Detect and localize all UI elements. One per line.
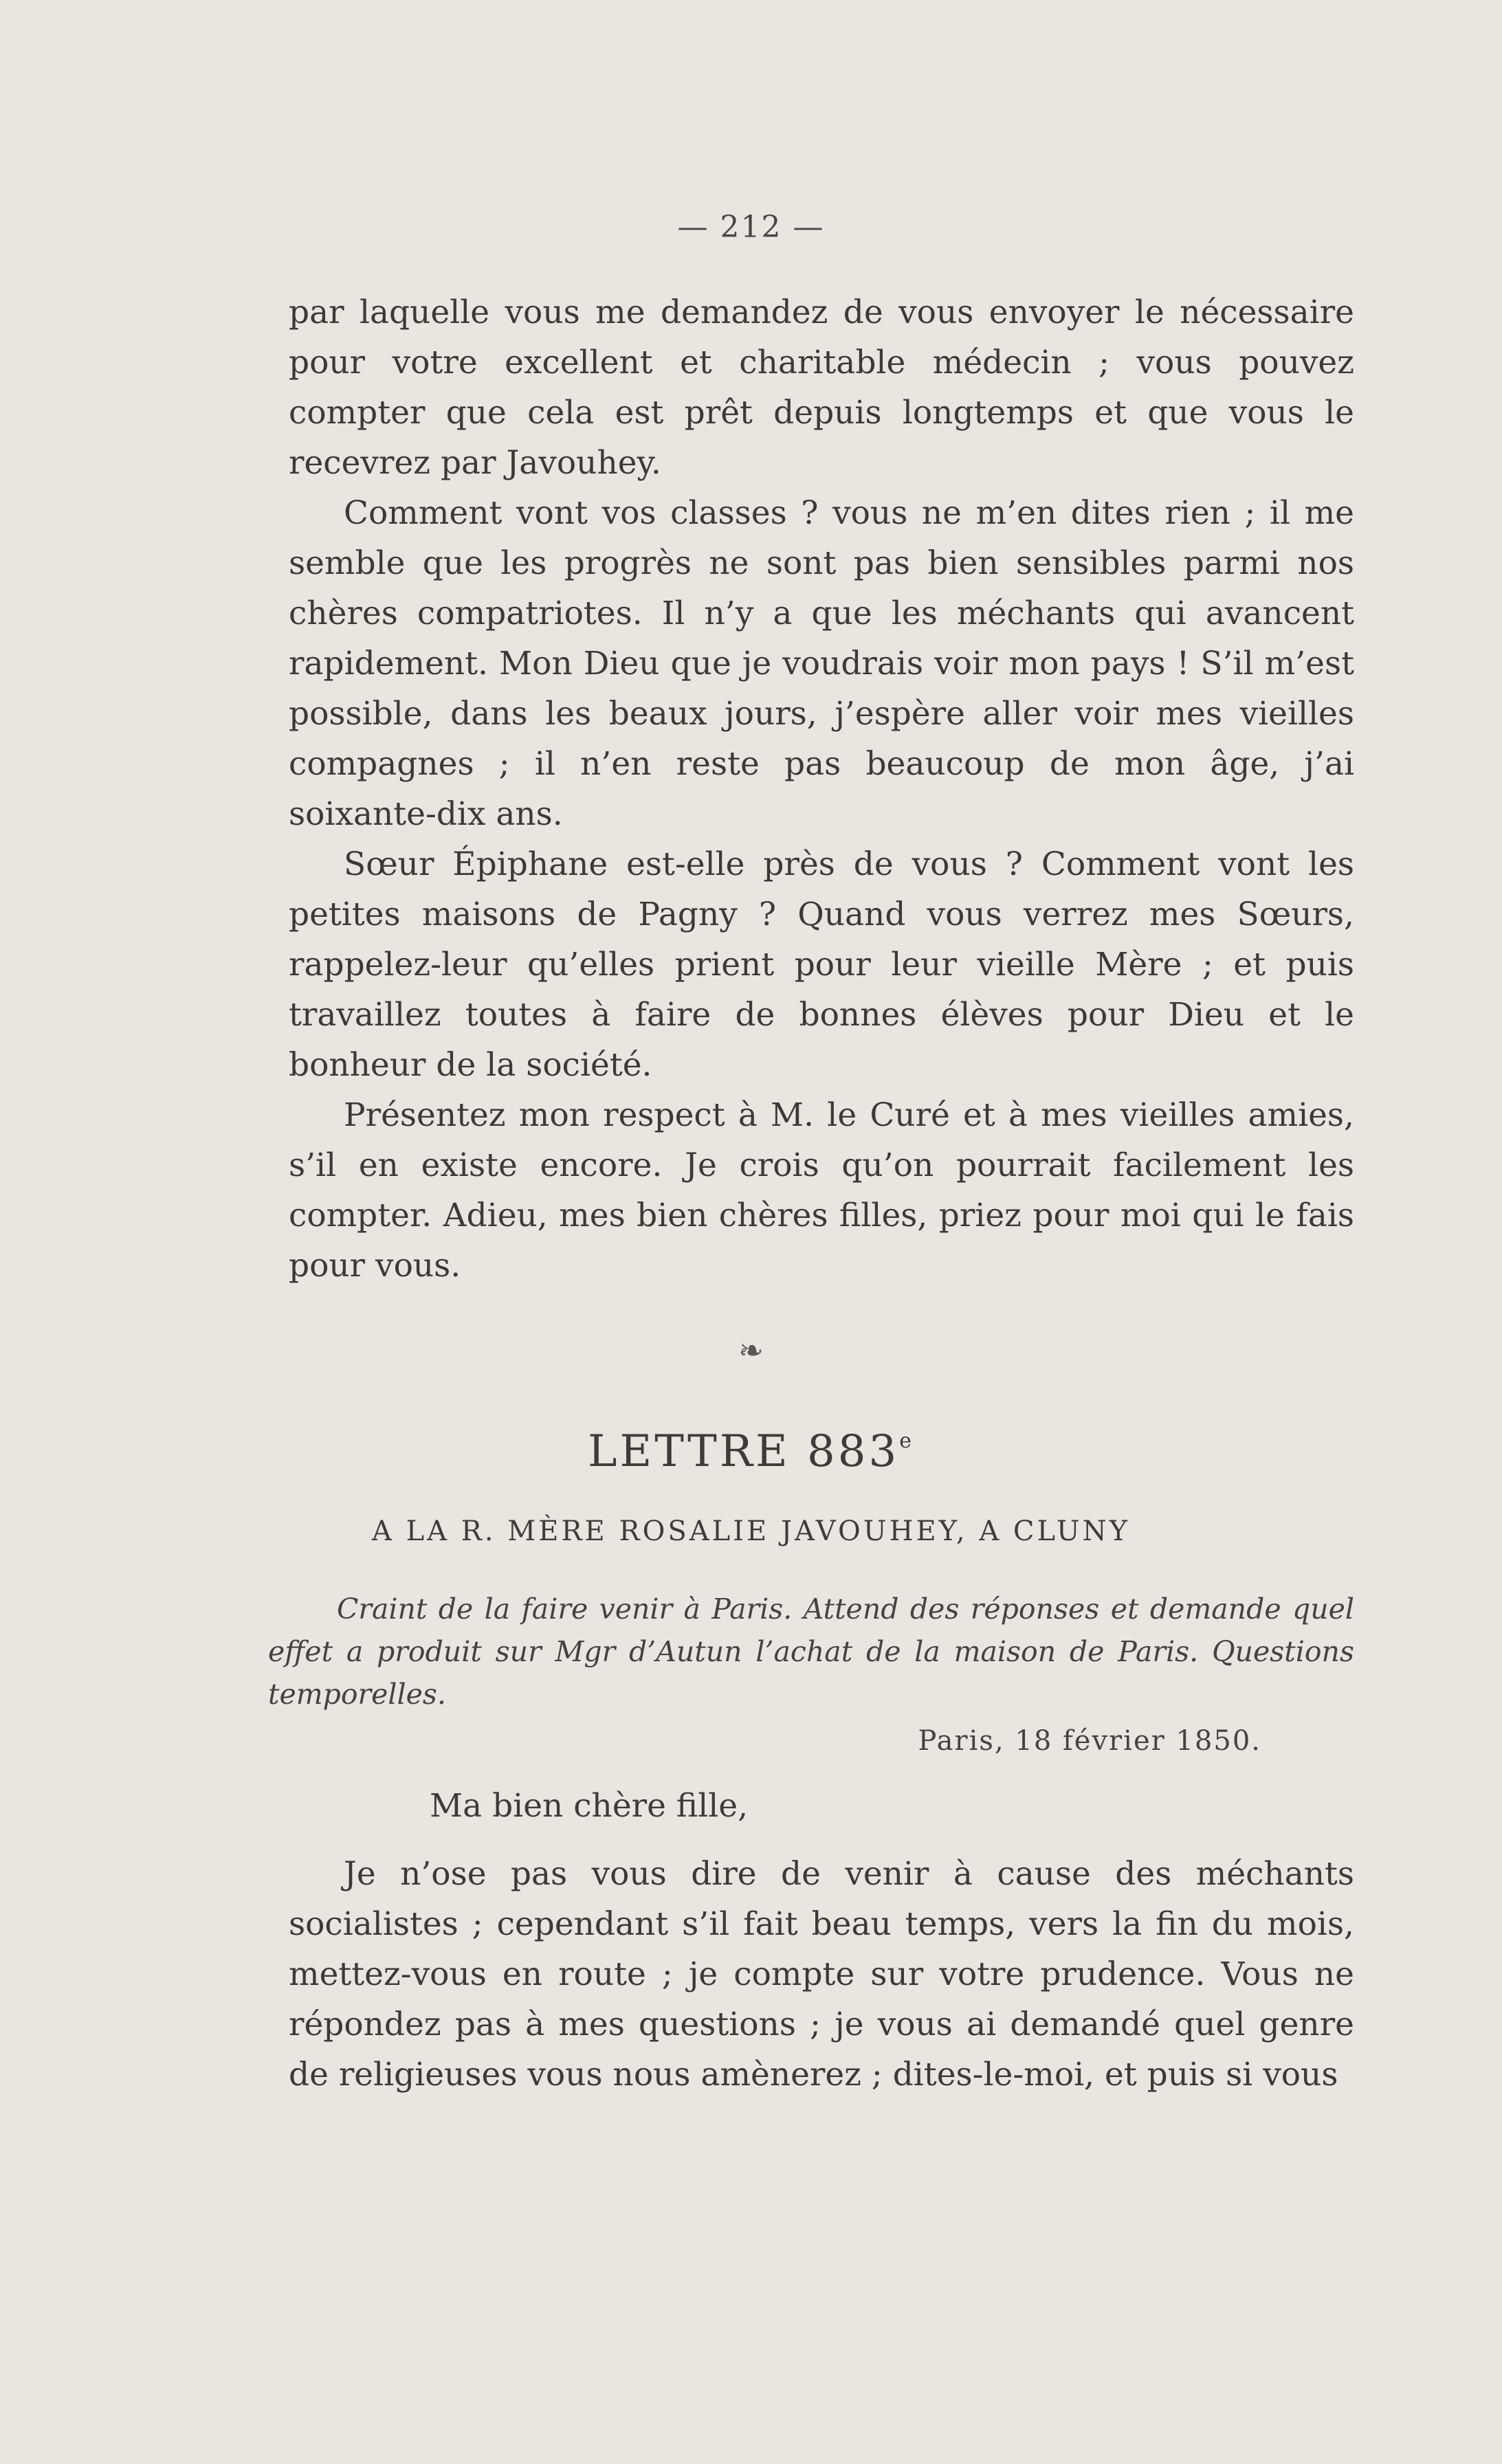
paragraph: Présentez mon respect à M. le Curé et à mes vieilles amies, s’il en existe encore. Je crois qu’on pourrait facilement les compter. Adieu, mes bien chères filles, priez pour moi qui le fais pour vous.: [289, 1096, 1354, 1285]
paragraph: Sœur Épiphane est-elle près de vous ? Comment vont les petites maisons de Pagny ? Quand vous verrez mes Sœurs, rappelez-leur qu’elles prient pour leur vieille Mère ; et puis travaillez toutes à faire de bonnes élèves pour Dieu et le bonheur de la société.: [289, 845, 1354, 1084]
letter-salutation: Ma bien chère fille,: [430, 1787, 749, 1825]
letter-title-text: LETTRE 883: [588, 1426, 900, 1477]
letter-title-suffix: e: [899, 1429, 914, 1453]
section-ornament-icon: ❧: [738, 1333, 764, 1368]
letter-summary: Craint de la faire venir à Paris. Attend des réponses et demande quel effet a produit sur Mgr d’Autun l’achat de la maison de Paris. Questions temporelles.: [268, 1592, 1354, 1711]
letter-recipient: A LA R. MÈRE ROSALIE JAVOUHEY, A CLUNY: [371, 1516, 1131, 1547]
paragraph: par laquelle vous me demandez de vous envoyer le nécessaire pour votre excellent et charitable médecin ; vous pouvez compter que cela est prêt depuis longtemps et que vous le recevrez par Javouhey.: [289, 293, 1354, 482]
letter-body: [289, 1849, 1354, 2100]
paragraph: Comment vont vos classes ? vous ne m’en dites rien ; il me semble que les progrès ne sont pas bien sensibles parmi nos chères compatriotes. Il n’y a que les méchants qui avancent rapidement. Mon Dieu que je voudrais voir mon pays ! S’il m’est possible, dans les beaux jours, j’espère aller voir mes vieilles compagnes ; il n’en reste pas beaucoup de mon âge, j’ai soixante-dix ans.: [289, 494, 1354, 833]
letter-date: Paris, 18 février 1850.: [918, 1725, 1261, 1757]
paragraph: Je n’ose pas vous dire de venir à cause des méchants socialistes ; cependant s’il fait beau temps, vers la fin du mois, mettez-vous en route ; je compte sur votre prudence. Vous ne répondez pas à mes questions ; je vous ai demandé quel genre de religieuses vous nous amènerez ; dites-le-moi, et puis si vous: [289, 1855, 1354, 2094]
letter-title: [0, 1426, 1502, 1477]
previous-letter-text: [289, 287, 1354, 1291]
page-number: — 212 —: [677, 210, 825, 245]
